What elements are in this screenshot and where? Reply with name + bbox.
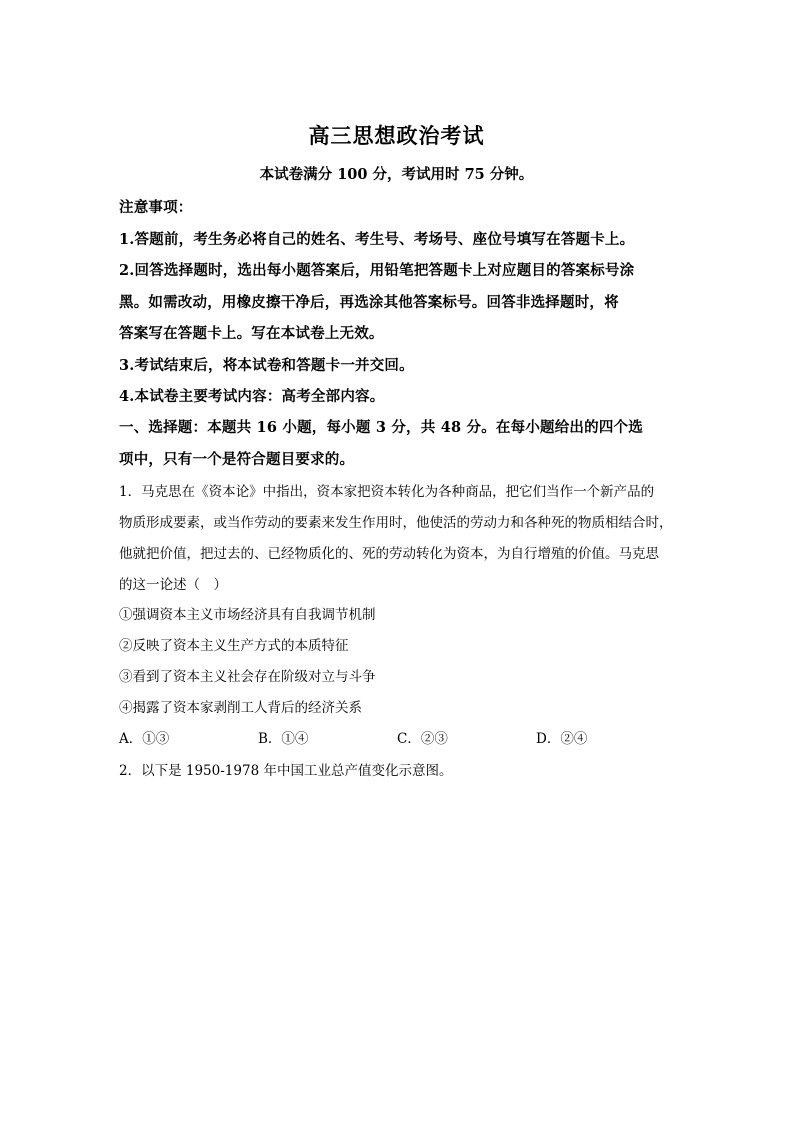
- notice-line-1: 1.答题前，考生务必将自己的姓名、考生号、考场号、座位号填写在答题卡上。: [119, 231, 635, 248]
- q1-stem-line-1: 1．马克思在《资本论》中指出，资本家把资本转化为各种商品，把它们当作一个新产品的: [119, 484, 655, 500]
- exam-subtitle: 本试卷满分 100 分，考试用时 75 分钟。: [259, 166, 534, 183]
- notice-line-5: 3.考试结束后，将本试卷和答题卡一并交回。: [119, 357, 414, 374]
- q1-option-b[interactable]: B．①④: [258, 731, 309, 747]
- q1-statement-4: ④揭露了资本家剥削工人背后的经济关系: [119, 700, 362, 716]
- q1-statement-1: ①强调资本主义市场经济具有自我调节机制: [119, 607, 376, 623]
- q1-option-d[interactable]: D．②④: [536, 731, 588, 747]
- q1-stem-line-2: 物质形成要素，或当作劳动的要素来发生作用时，他使活的劳动力和各种死的物质相结合时，: [119, 515, 673, 531]
- q2-stem: 2．以下是 1950-1978 年中国工业总产值变化示意图。: [119, 763, 453, 779]
- section-heading-line-1: 一、选择题：本题共 16 小题，每小题 3 分，共 48 分。在每小题给出的四个选: [119, 419, 643, 436]
- notice-line-6: 4.本试卷主要考试内容：高考全部内容。: [119, 388, 385, 405]
- q1-statement-3: ③看到了资本主义社会存在阶级对立与斗争: [119, 669, 376, 685]
- notice-line-3: 黑。如需改动，用橡皮擦干净后，再选涂其他答案标号。回答非选择题时，将: [119, 294, 619, 311]
- section-heading-line-2: 项中，只有一个是符合题目要求的。: [119, 451, 355, 468]
- notice-heading: 注意事项：: [119, 199, 193, 216]
- q1-stem-line-4: 的这一论述（ ）: [119, 577, 227, 593]
- notice-line-2: 2.回答选择题时，选出每小题答案后，用铅笔把答题卡上对应题目的答案标号涂: [119, 262, 635, 279]
- exam-title: 高三思想政治考试: [308, 123, 485, 148]
- notice-line-4: 答案写在答题卡上。写在本试卷上无效。: [119, 325, 384, 342]
- q1-option-a[interactable]: A．①③: [119, 731, 170, 747]
- q1-option-c[interactable]: C．②③: [397, 731, 448, 747]
- q1-statement-2: ②反映了资本主义生产方式的本质特征: [119, 638, 349, 654]
- q1-stem-line-3: 他就把价值，把过去的、已经物质化的、死的劳动转化为资本，为自行增殖的价值。马克思: [119, 546, 659, 562]
